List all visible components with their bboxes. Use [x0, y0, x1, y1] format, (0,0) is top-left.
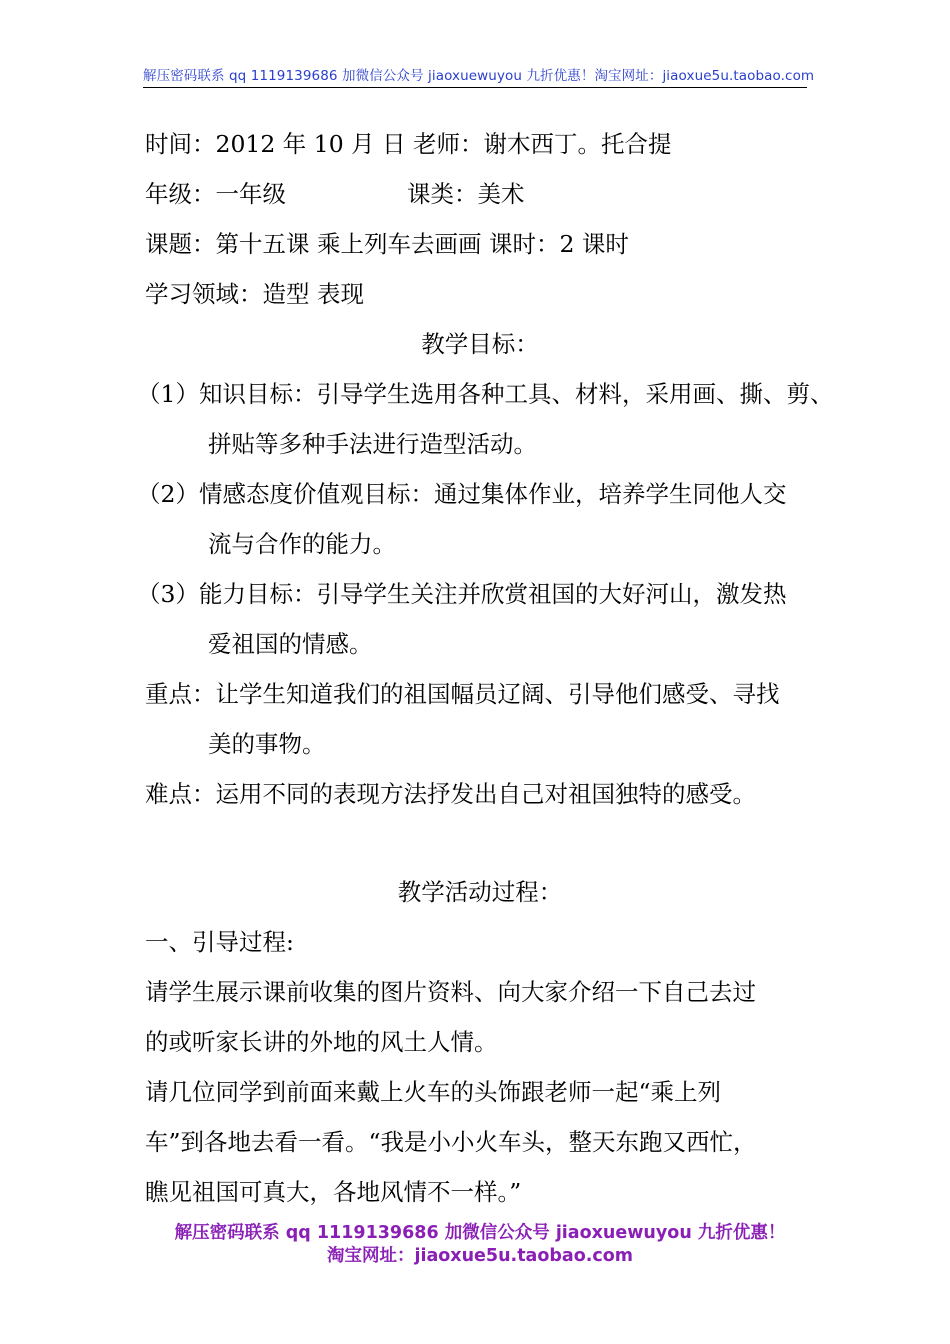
- paragraph-2-line-3: 瞧见祖国可真大，各地风情不一样。”: [145, 1178, 522, 1206]
- objective-1-line-1: （1）知识目标：引导学生选用各种工具、材料，采用画、撕、剪、: [137, 380, 834, 408]
- footer-watermark-line-2: 淘宝网址：jiaoxue5u.taobao.com: [326, 1246, 634, 1266]
- objective-1-line-2: 拼贴等多种手法进行造型活动。: [208, 430, 537, 458]
- key-point-line-1: 重点：让学生知道我们的祖国幅员辽阔、引导他们感受、寻找: [145, 680, 780, 708]
- time-teacher-line: 时间：2012 年 10 月 日 老师：谢木西丁。托合提: [145, 130, 672, 158]
- paragraph-1-line-2: 的或听家长讲的外地的风土人情。: [145, 1028, 498, 1056]
- subject-line: 课类：美术: [407, 180, 525, 208]
- grade-line: 年级：一年级: [145, 180, 286, 208]
- footer-watermark-line-1: 解压密码联系 qq 1119139686 加微信公众号 jiaoxuewuyou 九折优惠！: [174, 1223, 786, 1243]
- section-1-heading: 一、引导过程:: [145, 928, 294, 956]
- page-header-watermark: 解压密码联系 qq 1119139686 加微信公众号 jiaoxuewuyou 九折优惠！淘宝网址：jiaoxue5u.taobao.com: [143, 64, 807, 88]
- activity-process-heading: 教学活动过程：: [397, 878, 563, 906]
- objective-3-line-1: （3）能力目标：引导学生关注并欣赏祖国的大好河山，激发热: [137, 580, 787, 608]
- paragraph-2-line-2: 车”到各地去看一看。“我是小小火车头，整天东跑又西忙，: [145, 1128, 757, 1156]
- objective-3-line-2: 爱祖国的情感。: [208, 630, 373, 658]
- lesson-title-line: 课题：第十五课 乘上列车去画画 课时：2 课时: [145, 230, 629, 258]
- key-point-line-2: 美的事物。: [208, 730, 326, 758]
- objectives-heading: 教学目标：: [421, 330, 539, 358]
- paragraph-2-line-1: 请几位同学到前面来戴上火车的头饰跟老师一起“乘上列: [145, 1078, 722, 1106]
- paragraph-1-line-1: 请学生展示课前收集的图片资料、向大家介绍一下自己去过: [145, 978, 756, 1006]
- objective-2-line-1: （2）情感态度价值观目标：通过集体作业，培养学生同他人交: [137, 480, 787, 508]
- learning-domain-line: 学习领域：造型 表现: [145, 280, 364, 308]
- objective-2-line-2: 流与合作的能力。: [208, 530, 396, 558]
- difficulty-line: 难点：运用不同的表现方法抒发出自己对祖国独特的感受。: [145, 780, 756, 808]
